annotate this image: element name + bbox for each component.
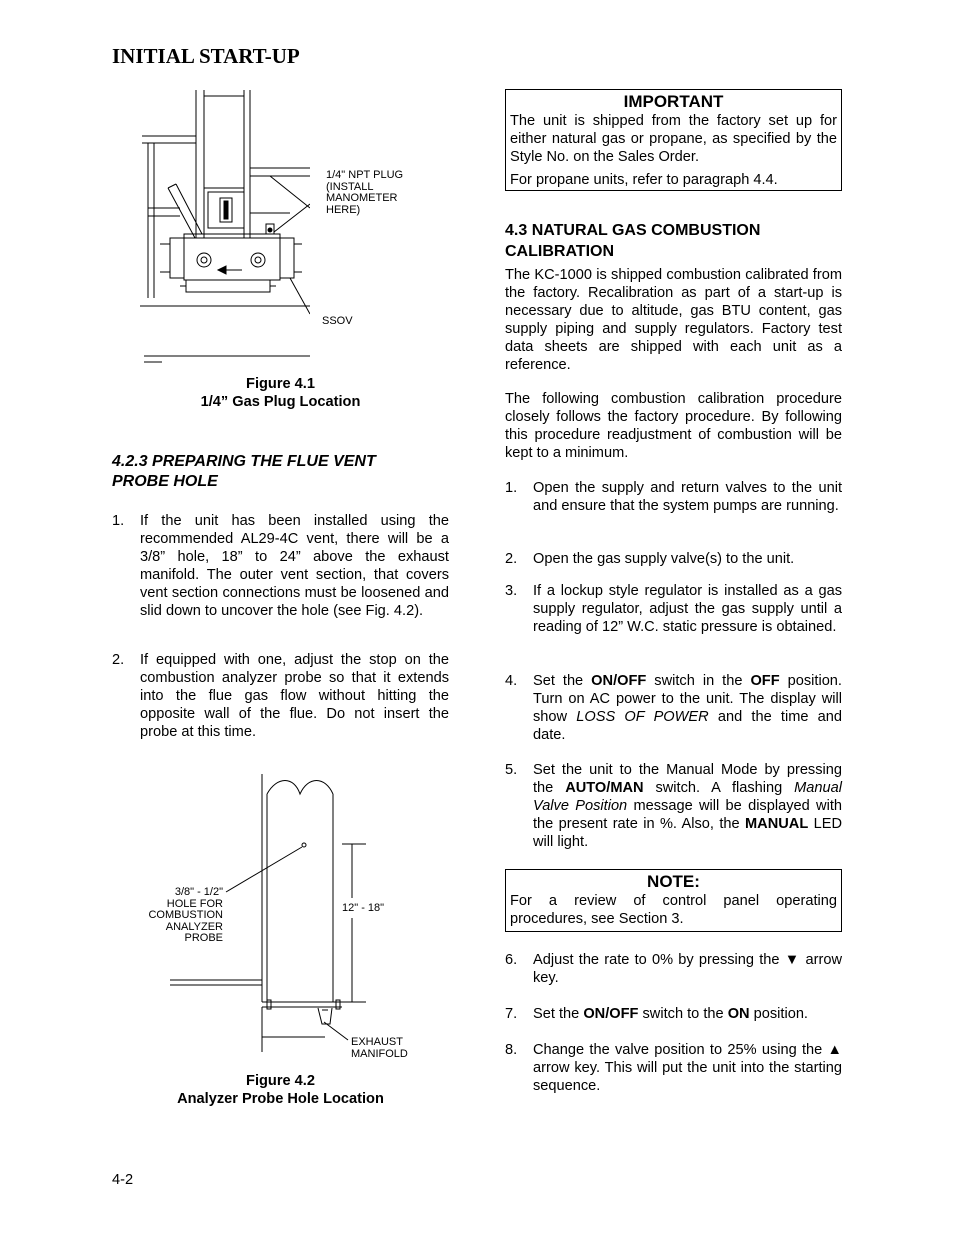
note-heading: NOTE: <box>647 872 700 891</box>
figure-4-1-caption: Figure 4.1 1/4” Gas Plug Location <box>200 376 361 410</box>
section-423-heading: 4.2.3 PREPARING THE FLUE VENT PROBE HOLE <box>112 453 376 490</box>
gas-plug-figure <box>140 88 310 370</box>
figure-4-2-caption: Figure 4.2 Analyzer Probe Hole Location <box>177 1073 384 1107</box>
plug-label: 1/4" NPT PLUG (INSTALL MANOMETER HERE) <box>326 169 404 216</box>
important-note: For propane units, refer to paragraph 4.4. <box>510 172 778 188</box>
section-43-procedure-note: The following combustion calibration procedure closely follows the factory procedure. By following this procedure readjustment of combustion will be kept to a minimum. <box>505 391 842 461</box>
page-number: 4-2 <box>112 1172 134 1188</box>
important-text: The unit is shipped from the factory set up for either natural gas or propane, as specified by the Style No. on the Sales Order. <box>510 113 837 165</box>
section-43-intro: The KC-1000 is shipped combustion calibrated from the factory. Recalibration as part of a start-up is necessary due to altitude, gas BTU content, gas supply piping and supply regulators. Factory test data sheets are shipped with each unit as a reference. <box>505 267 842 373</box>
hole-label: 3/8" - 1/2" HOLE FOR COMBUSTION ANALYZER PROBE <box>148 886 223 944</box>
page-title: INITIAL START-UP <box>112 44 300 68</box>
manifold-label: EXHAUST MANIFOLD <box>351 1036 408 1060</box>
important-box <box>505 89 842 191</box>
note-box <box>505 869 842 932</box>
note-text: For a review of control panel operating procedures, see Section 3. <box>510 893 837 927</box>
ssov-label: SSOV <box>322 315 353 327</box>
dimension-label: 12" - 18" <box>342 902 385 914</box>
section-43-heading: 4.3 NATURAL GAS COMBUSTION CALIBRATION <box>505 222 761 260</box>
important-heading: IMPORTANT <box>623 92 724 111</box>
